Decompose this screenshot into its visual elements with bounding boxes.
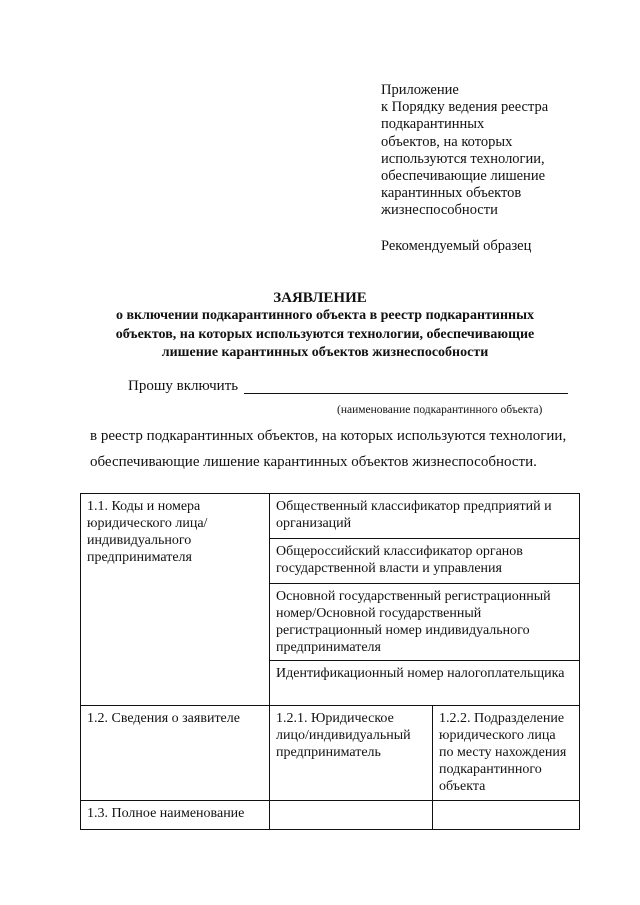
applicant-codes-table — [80, 493, 580, 830]
section-1-1-label: 1.1. Коды и номера юридического лица/индивидуального предпринимателя — [81, 494, 270, 706]
object-name-hint: (наименование подкарантинного объекта) — [337, 404, 543, 416]
annex-line: объектов, на которых — [381, 133, 513, 150]
object-name-field[interactable] — [244, 393, 568, 394]
annex-line: жизнеспособности — [381, 202, 498, 219]
document-title: ЗАЯВЛЕНИЕ — [273, 290, 367, 306]
annex-line: Приложение — [381, 82, 459, 98]
annex-line: используются технологии, — [381, 150, 545, 167]
annex-line: карантинных объектов — [381, 185, 522, 202]
full-name-subdivision-cell[interactable] — [433, 801, 580, 830]
body-line-1: в реестр подкарантинных объектов, на которых используются технологии, — [90, 428, 567, 444]
subdivision-cell: 1.2.2. Подразделение юридического лица по месту нахождения подкарантинного объекта — [433, 706, 580, 801]
legal-entity-cell: 1.2.1. Юридическое лицо/индивидуальный предприниматель — [270, 706, 433, 801]
full-name-legal-cell[interactable] — [270, 801, 433, 830]
annex-block — [381, 82, 548, 220]
section-1-2-label: 1.2. Сведения о заявителе — [81, 706, 270, 801]
sample-label: Рекомендуемый образец — [381, 238, 532, 254]
annex-line: к Порядку ведения реестра — [381, 99, 549, 116]
document-subtitle: о включении подкарантинного объекта в реестр подкарантинных объектов, на которых используются технологии, обеспечивающие лишение карантинных объектов жизнеспособности — [115, 308, 535, 360]
annex-line: подкарантинных — [381, 116, 485, 133]
request-label: Прошу включить — [128, 378, 239, 394]
okogu-cell: Общероссийский классификатор органов государственной власти и управления — [270, 539, 580, 584]
inn-cell: Идентификационный номер налогоплательщика — [270, 661, 580, 706]
ogrn-cell: Основной государственный регистрационный номер/Основной государственный регистрационный номер индивидуального предпринимателя — [270, 584, 580, 661]
okpo-cell: Общественный классификатор предприятий и организаций — [270, 494, 580, 539]
annex-line: обеспечивающие лишение — [381, 168, 546, 185]
section-1-3-label: 1.3. Полное наименование — [81, 801, 270, 830]
body-line-2: обеспечивающие лишение карантинных объектов жизнеспособности. — [90, 454, 537, 470]
